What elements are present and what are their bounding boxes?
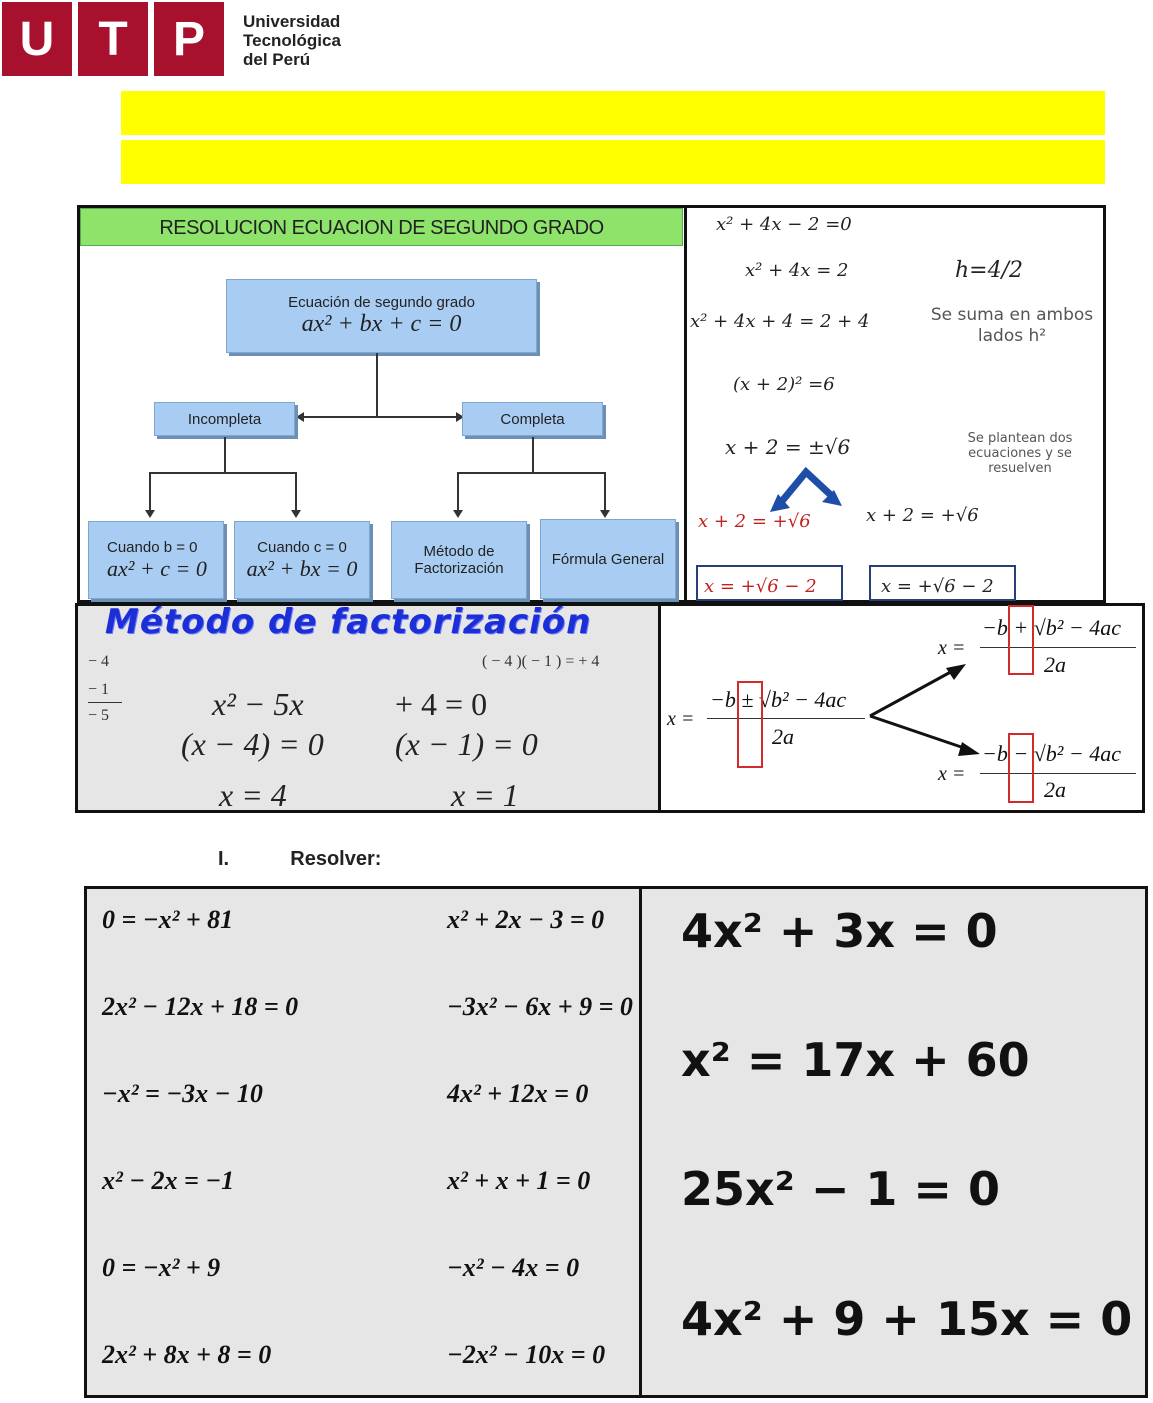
step-5: x + 2 = ±√6 bbox=[725, 435, 851, 459]
exercise-left-6: 2x² + 8x + 8 = 0 bbox=[102, 1340, 272, 1369]
gf-denominator: 2a bbox=[772, 724, 794, 749]
exercise-mid-1: x² + 2x − 3 = 0 bbox=[447, 905, 605, 934]
gf-numerator-pm: −b ± √b² − 4ac bbox=[710, 687, 847, 712]
branch-left-eq: x + 2 = +√6 bbox=[698, 511, 811, 532]
branch-arrows-icon bbox=[770, 462, 870, 512]
arrow-down-icon bbox=[291, 510, 301, 518]
step-4: (x + 2)² =6 bbox=[733, 374, 835, 395]
flowchart-title: RESOLUCION ECUACION DE SEGUNDO GRADO bbox=[80, 208, 683, 246]
leaf-b-zero-label: Cuando b = 0 bbox=[107, 538, 198, 556]
university-line-3: del Perú bbox=[243, 50, 311, 69]
gf-x-eq-minus: x = bbox=[938, 763, 966, 785]
connector bbox=[532, 437, 534, 473]
connector bbox=[604, 472, 606, 512]
gf-numerator-plus: −b + √b² − 4ac bbox=[982, 615, 1121, 640]
arrow-left-icon bbox=[296, 412, 304, 422]
connector bbox=[295, 472, 297, 512]
step-2: x² + 4x = 2 bbox=[745, 260, 849, 281]
product-check: ( − 4 )( − 1 ) = + 4 bbox=[482, 653, 600, 670]
university-line-2: Tecnológica bbox=[243, 31, 341, 50]
exercise-left-5: 0 = −x² + 9 bbox=[102, 1253, 221, 1282]
gf-numerator-minus: −b − √b² − 4ac bbox=[982, 741, 1121, 766]
exercise-mid-3: 4x² + 12x = 0 bbox=[447, 1079, 589, 1108]
gf-x-eq-plus: x = bbox=[938, 637, 966, 659]
leaf-c-zero bbox=[234, 521, 370, 599]
exercise-left-1: 0 = −x² + 81 bbox=[102, 905, 234, 934]
yellow-band-1 bbox=[121, 91, 1105, 135]
gf-fraction-bar bbox=[707, 718, 865, 719]
split-arrows-icon bbox=[866, 660, 986, 760]
leaf-formula-general-label: Fórmula General bbox=[551, 550, 665, 568]
yellow-band-2 bbox=[121, 140, 1105, 184]
arrow-down-icon bbox=[145, 510, 155, 518]
sum-line bbox=[88, 702, 122, 703]
root-box bbox=[226, 279, 537, 353]
exercise-left-3: −x² = −3x − 10 bbox=[102, 1079, 263, 1108]
resolver-heading bbox=[218, 848, 381, 871]
exercise-mid-5: −x² − 4x = 0 bbox=[447, 1253, 580, 1282]
logo-letter-t: T bbox=[78, 2, 148, 76]
incompleta-label: Incompleta bbox=[187, 410, 262, 428]
note-two: Se plantean dos ecuaciones y se resuelven bbox=[967, 431, 1073, 476]
fact-eq-1a bbox=[212, 686, 304, 723]
result-right-box bbox=[869, 565, 1016, 601]
result-right: x = +√6 − 2 bbox=[881, 576, 994, 597]
logo-letter-u: U bbox=[2, 2, 72, 76]
factorization-title: Método de factorización bbox=[105, 602, 592, 642]
leaf-factorizacion bbox=[391, 521, 527, 599]
exercise-right-3: 25x² − 1 = 0 bbox=[681, 1162, 1000, 1216]
fact-eq-1b: + 4 = 0 bbox=[395, 686, 488, 722]
result-left: x = +√6 − 2 bbox=[704, 576, 817, 597]
side-3: − 5 bbox=[88, 707, 110, 724]
completa-box bbox=[462, 402, 603, 436]
exercise-mid-2: −3x² − 6x + 9 = 0 bbox=[447, 992, 633, 1021]
fact-eq-2a: (x − 4) = 0 bbox=[181, 726, 324, 762]
connector bbox=[149, 472, 297, 474]
arrow-down-icon bbox=[453, 510, 463, 518]
gf-x-eq: x = bbox=[667, 708, 695, 730]
arrow-down-icon bbox=[600, 510, 610, 518]
connector bbox=[376, 353, 378, 417]
incompleta-box bbox=[154, 402, 295, 436]
exercise-mid-6: −2x² − 10x = 0 bbox=[447, 1340, 606, 1369]
leaf-factorizacion-label: Método de Factorización bbox=[414, 543, 504, 577]
exercise-right-2: x² = 17x + 60 bbox=[681, 1033, 1030, 1087]
connector bbox=[300, 416, 460, 418]
result-left-box bbox=[696, 565, 843, 601]
leaf-b-zero bbox=[88, 521, 224, 599]
gf-fraction-bar-minus bbox=[980, 773, 1136, 774]
resolver-title: Resolver: bbox=[290, 848, 382, 870]
h-note: h=4/2 bbox=[955, 258, 1024, 283]
fact-eq-2b: (x − 1) = 0 bbox=[395, 726, 538, 762]
exercise-mid-4: x² + x + 1 = 0 bbox=[447, 1166, 591, 1195]
step-3: x² + 4x + 4 = 2 + 4 bbox=[690, 311, 870, 332]
exercises-left-panel bbox=[84, 886, 642, 1398]
gf-fraction-bar-plus bbox=[980, 647, 1136, 648]
highlight-pm bbox=[737, 681, 763, 768]
side-1: − 4 bbox=[88, 653, 110, 670]
exercise-right-1: 4x² + 3x = 0 bbox=[681, 904, 998, 958]
logo-letter-p: P bbox=[154, 2, 224, 76]
highlight-minus bbox=[1008, 733, 1034, 803]
step-1: x² + 4x − 2 =0 bbox=[716, 214, 852, 235]
connector bbox=[457, 472, 459, 512]
branch-right-eq: x + 2 = +√6 bbox=[866, 505, 979, 526]
root-2: x = 1 bbox=[451, 777, 519, 813]
highlight-plus bbox=[1008, 605, 1034, 675]
exercise-right-4: 4x² + 9 + 15x = 0 bbox=[681, 1292, 1133, 1346]
university-name bbox=[243, 12, 341, 69]
resolver-numeral: I. bbox=[218, 848, 230, 870]
connector bbox=[457, 472, 606, 474]
leaf-c-zero-formula: ax² + bx = 0 bbox=[246, 555, 358, 581]
fact-eq-1a-text: x² − 5x bbox=[212, 686, 304, 722]
exercise-left-2: 2x² − 12x + 18 = 0 bbox=[102, 992, 299, 1021]
connector bbox=[149, 472, 151, 512]
gf-denominator-minus: 2a bbox=[1044, 777, 1066, 802]
exercise-left-4: x² − 2x = −1 bbox=[102, 1166, 235, 1195]
leaf-b-zero-formula: ax² + c = 0 bbox=[107, 555, 207, 581]
note-sum: Se suma en ambos lados h² bbox=[930, 305, 1094, 346]
root-formula: ax² + bx + c = 0 bbox=[301, 311, 462, 337]
side-2: − 1 bbox=[88, 681, 110, 698]
root-label: Ecuación de segundo grado bbox=[288, 294, 475, 311]
root-1: x = 4 bbox=[219, 777, 287, 813]
completa-label: Completa bbox=[500, 410, 565, 428]
university-line-1: Universidad bbox=[243, 12, 341, 31]
gf-denominator-plus: 2a bbox=[1044, 652, 1066, 677]
connector bbox=[224, 437, 226, 473]
leaf-formula-general bbox=[540, 519, 676, 599]
leaf-c-zero-label: Cuando c = 0 bbox=[257, 538, 347, 556]
